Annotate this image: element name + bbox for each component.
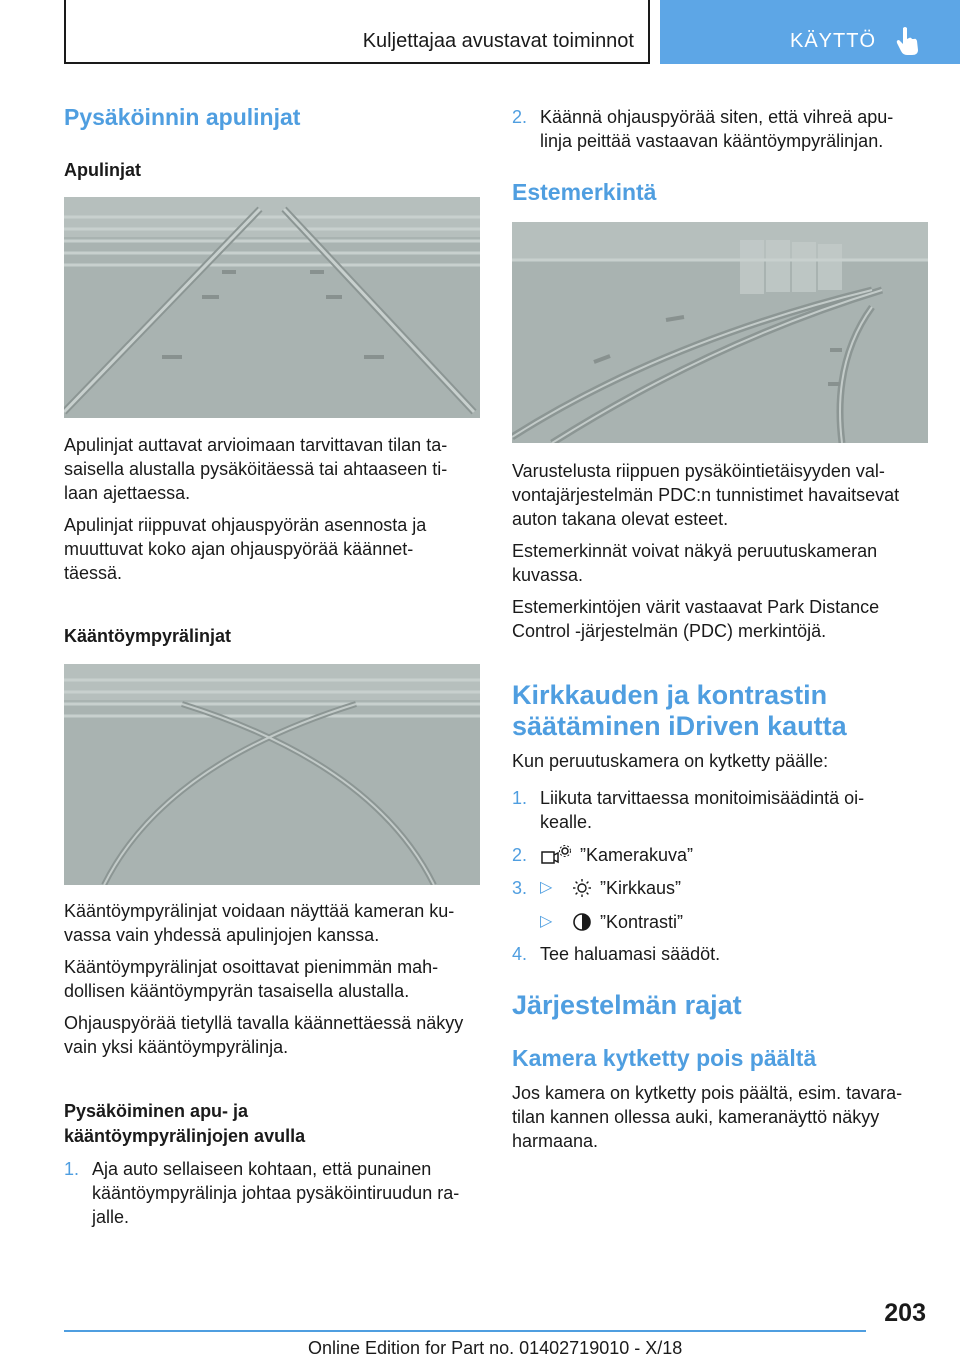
subheading-parking-with-lines: Pysäköiminen apu- ja kääntöympyrälinjojen avulla xyxy=(64,1101,306,1146)
heading-camera-off: Kamera kytketty pois päältä xyxy=(512,1045,817,1071)
step-s3-brightness: 3. ▷ ”Kirkkaus” xyxy=(512,878,682,898)
step-2: 2. Käännä ohjauspyörää siten, että vihreä apu- linja peittää vastaavan kääntöympyrälinjan. xyxy=(512,107,894,151)
step-1: 1. Aja auto sellaiseen kohtaan, että punainen kääntöympyrälinja johtaa pysäköintiruudun ra- jalle. xyxy=(64,1159,460,1227)
paragraph-turning-1: Kääntöympyrälinjat voidaan näyttää kameran ku- vassa vain yhdessä apulinjojen kanssa. xyxy=(64,901,455,945)
subheading-apulinjat: Apulinjat xyxy=(64,160,141,180)
page-number: 203 xyxy=(884,1299,926,1327)
paragraph-guide-lines-1: Apulinjat auttavat arvioimaan tarvittavan tilan ta- saisella alustalla pysäköitäessä tai ahtaaseen ti- laan ajettaessa. xyxy=(64,435,448,503)
heading-obstacle-marking: Estemerkintä xyxy=(512,179,657,205)
paragraph-guide-lines-2: Apulinjat riippuvat ohjauspyörän asennosta ja muuttuvat koko ajan ohjauspyörää käännet- täessä. xyxy=(64,515,427,583)
paragraph-obstacle-2: Estemerkinnät voivat näkyä peruutuskameran kuvassa. xyxy=(512,541,878,585)
triangle-bullet-icon: ▷ xyxy=(540,879,553,896)
obstacle-marking-image xyxy=(512,222,928,443)
turning-circle-lines-image xyxy=(64,664,480,885)
footer-edition: Online Edition for Part no. 01402719010 - X/18 xyxy=(308,1338,683,1358)
camera-settings-icon xyxy=(540,844,572,866)
hand-pointer-icon xyxy=(896,26,920,56)
guide-lines-image xyxy=(64,197,480,418)
step-s1: 1. Liikuta tarvittaessa monitoimisäädintä oi- kealle. xyxy=(512,788,865,832)
paragraph-turning-3: Ohjauspyörää tietyllä tavalla käännettäessä näkyy vain yksi kääntöympyrälinja. xyxy=(64,1013,464,1057)
paragraph-obstacle-3: Estemerkintöjen värit vastaavat Park Distance Control -järjestelmän (PDC) merkintöjä. xyxy=(512,597,880,641)
heading-system-limits: Järjestelmän rajat xyxy=(512,990,742,1020)
tab-kaytto[interactable] xyxy=(660,0,960,64)
step-s4: 4. Tee haluamasi säädöt. xyxy=(512,944,721,964)
paragraph-obstacle-1: Varustelusta riippuen pysäköintietäisyyden val- vontajärjestelmän PDC:n tunnistimet havaitsevat auton takana olevat esteet. xyxy=(512,461,900,529)
subheading-turning-lines: Kääntöympyrälinjat xyxy=(64,626,232,646)
footer-divider xyxy=(64,1330,866,1332)
tab-label: KÄYTTÖ xyxy=(790,30,877,52)
header-box xyxy=(64,0,650,64)
contrast-icon xyxy=(572,912,592,932)
paragraph-camera-on: Kun peruutuskamera on kytketty päälle: xyxy=(512,751,829,771)
paragraph-camera-off: Jos kamera on kytketty pois päältä, esim. tavara- tilan kannen ollessa auki, kameranäyttö näkyy harmaana. xyxy=(512,1083,903,1151)
triangle-bullet-icon: ▷ xyxy=(540,913,553,930)
paragraph-turning-2: Kääntöympyrälinjat osoittavat pienimmän mah- dollisen kääntöympyrän tasaisella alustalla. xyxy=(64,957,439,1001)
section-title-parking-lines: Pysäköinnin apulinjat xyxy=(64,104,301,130)
chapter-title: Kuljettajaa avustavat toiminnot xyxy=(362,30,634,52)
step-s2: 2. ”Kamerakuva” xyxy=(512,845,694,865)
brightness-icon xyxy=(572,878,592,898)
step-s3-contrast: ▷ ”Kontrasti” xyxy=(540,912,684,932)
heading-brightness-contrast: Kirkkauden ja kontrastin säätäminen iDriven kautta xyxy=(512,680,847,741)
